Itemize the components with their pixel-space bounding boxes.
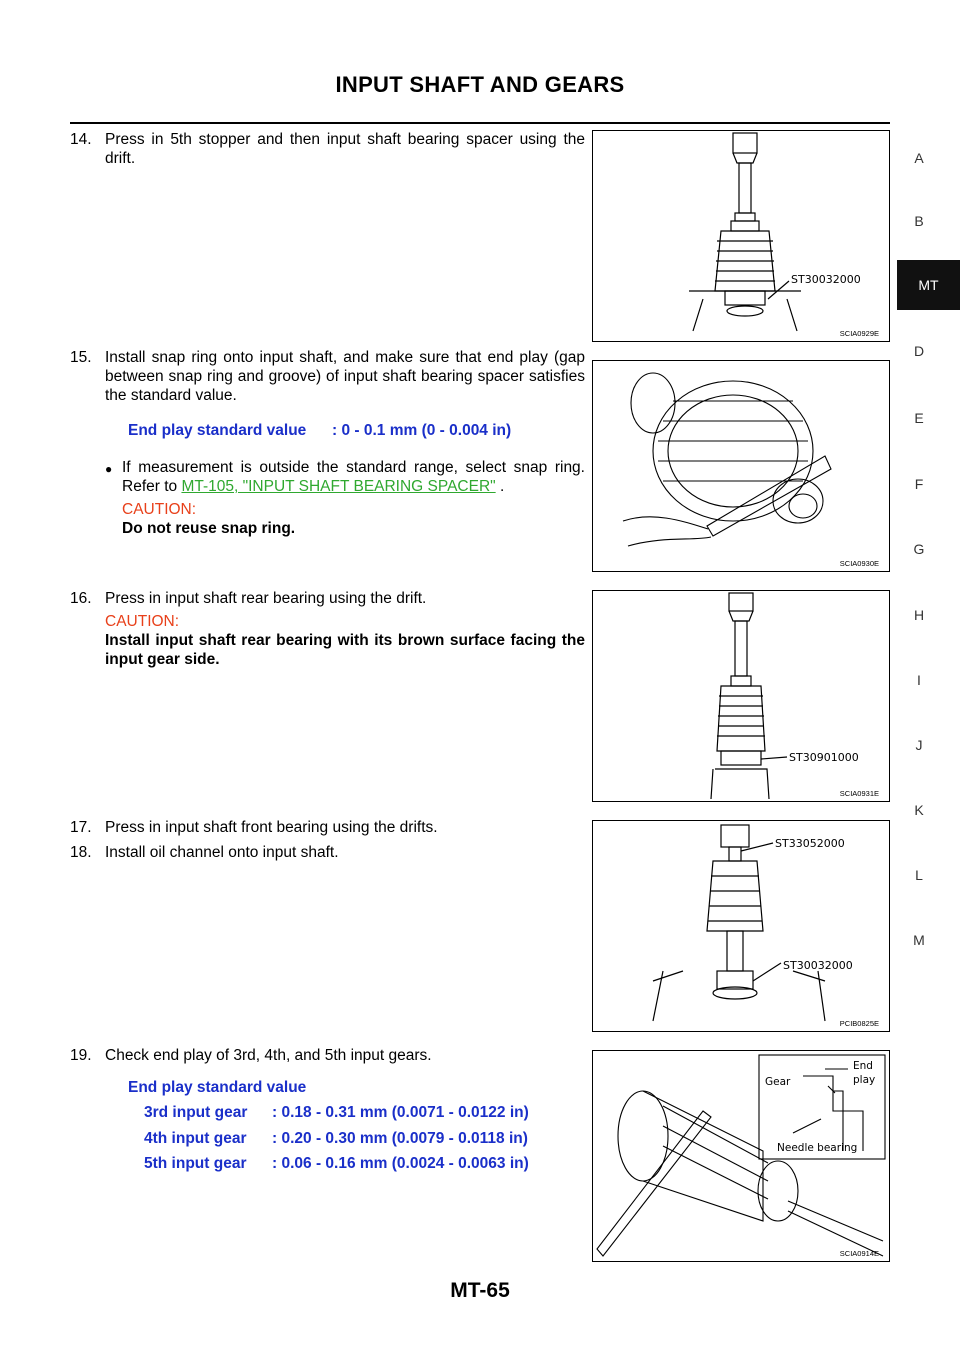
- figure-code: SCIA0914E: [839, 1249, 879, 1258]
- side-index-j[interactable]: J: [915, 737, 923, 753]
- side-index-i[interactable]: I: [917, 672, 921, 688]
- spec-value: : 0.06 - 0.16 mm (0.0024 - 0.0063 in): [272, 1155, 529, 1172]
- header-rule: [70, 122, 890, 124]
- side-index-m[interactable]: M: [913, 932, 925, 948]
- step-text: Press in input shaft front bearing using the drifts.: [105, 819, 438, 836]
- side-index-e[interactable]: E: [914, 410, 924, 426]
- diagram-label-end: End: [853, 1060, 873, 1072]
- spec-value: : 0.20 - 0.30 mm (0.0079 - 0.0118 in): [272, 1130, 528, 1147]
- side-index-l[interactable]: L: [915, 867, 923, 883]
- step-number: 17.: [70, 819, 92, 836]
- side-index-h[interactable]: H: [913, 607, 925, 623]
- step-number: 16.: [70, 590, 92, 607]
- side-index-f[interactable]: F: [914, 476, 924, 492]
- side-index-b[interactable]: B: [914, 213, 924, 229]
- tool-label-top: ST33052000: [775, 837, 845, 850]
- step-text: Check end play of 3rd, 4th, and 5th input gears.: [105, 1047, 432, 1064]
- figure-gear-end-play: [592, 1050, 890, 1262]
- shaft-press-illustration: [593, 591, 889, 801]
- spec-gear: 4th input gear: [144, 1130, 247, 1147]
- figure-rear-bearing-press: [592, 590, 890, 802]
- step-number: 18.: [70, 844, 92, 861]
- side-index-g[interactable]: G: [913, 541, 925, 557]
- diagram-label-play: play: [853, 1074, 876, 1086]
- caution-heading: CAUTION:: [122, 501, 197, 518]
- figure-code: SCIA0929E: [839, 329, 879, 338]
- spec-gear: 3rd input gear: [144, 1104, 248, 1121]
- figure-code: PCIB0825E: [839, 1019, 879, 1028]
- caution-heading: CAUTION:: [105, 613, 180, 630]
- step-number: 19.: [70, 1047, 92, 1064]
- step-number: 14.: [70, 131, 92, 148]
- crossref-link[interactable]: MT-105, "INPUT SHAFT BEARING SPACER": [181, 478, 496, 495]
- spec-label: End play standard value: [128, 422, 307, 439]
- tool-label: ST30032000: [791, 273, 861, 286]
- step-18: [70, 843, 585, 862]
- figure-snap-ring-feeler: [592, 360, 890, 572]
- step-text: Press in input shaft rear bearing using the drift.: [105, 590, 427, 607]
- page-number: MT-65: [450, 1279, 510, 1302]
- shaft-press-illustration: [593, 821, 889, 1031]
- step-15: [70, 348, 585, 405]
- figure-press-5th-stopper: [592, 130, 890, 342]
- figure-front-bearing-press: [592, 820, 890, 1032]
- feeler-gauge-illustration: [593, 361, 889, 571]
- step-14: [70, 130, 585, 168]
- end-play-check-illustration: [593, 1051, 889, 1261]
- step-text: Install snap ring onto input shaft, and make sure that end play (gap between snap ring and groove) of input shaft bearing spacer satisfies the standard value.: [105, 349, 585, 404]
- diagram-label-gear: Gear: [765, 1076, 791, 1088]
- diagram-label-needle: Needle bearing: [777, 1142, 858, 1154]
- bullet-dot-icon: ●: [105, 462, 113, 476]
- step-16: [70, 589, 585, 608]
- side-index-k[interactable]: K: [914, 802, 924, 818]
- page-title: INPUT SHAFT AND GEARS: [335, 72, 625, 97]
- step-17: [70, 818, 585, 837]
- figure-code: SCIA0931E: [839, 789, 879, 798]
- tool-label-bottom: ST30032000: [783, 959, 853, 972]
- step-text: Install oil channel onto input shaft.: [105, 844, 339, 861]
- side-index-a[interactable]: A: [914, 150, 924, 166]
- side-index-d[interactable]: D: [913, 343, 925, 359]
- side-index-mt-active[interactable]: MT: [897, 260, 960, 310]
- spec-value: : 0 - 0.1 mm (0 - 0.004 in): [332, 422, 512, 439]
- caution-text: Do not reuse snap ring.: [122, 520, 296, 537]
- spec-label: End play standard value: [128, 1079, 307, 1096]
- caution-text: Install input shaft rear bearing with its brown surface facing the input gear side.: [105, 632, 585, 668]
- shaft-press-illustration: [593, 131, 889, 341]
- bullet-item: [105, 458, 585, 496]
- spec-gear: 5th input gear: [144, 1155, 247, 1172]
- step-19: [70, 1046, 585, 1065]
- figure-code: SCIA0930E: [839, 559, 879, 568]
- spec-value: : 0.18 - 0.31 mm (0.0071 - 0.0122 in): [272, 1104, 529, 1121]
- bullet-text: If measurement is outside the standard range, select snap ring. Refer to: [122, 459, 585, 495]
- bullet-end: .: [499, 478, 505, 495]
- tool-label: ST30901000: [789, 751, 859, 764]
- step-number: 15.: [70, 349, 92, 366]
- step-text: Press in 5th stopper and then input shaft bearing spacer using the drift.: [105, 131, 585, 167]
